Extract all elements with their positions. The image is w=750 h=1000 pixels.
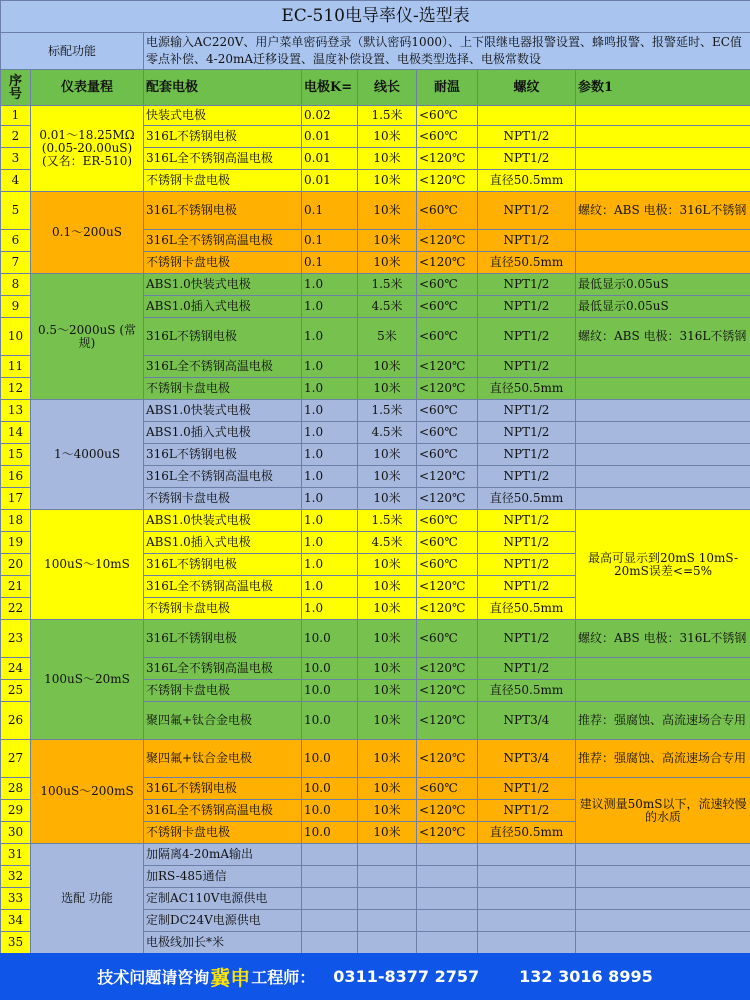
- k-cell: 1.0: [302, 444, 358, 466]
- k-cell: 0.1: [302, 252, 358, 274]
- thread-cell: 直径50.5mm: [478, 488, 576, 510]
- k-cell: 1.0: [302, 488, 358, 510]
- cable-cell: [358, 866, 417, 888]
- cable-cell: 10米: [358, 126, 417, 148]
- k-cell: 10.0: [302, 800, 358, 822]
- thread-cell: 直径50.5mm: [478, 680, 576, 702]
- header-electrode: 配套电极: [144, 70, 302, 106]
- temp-cell: <120℃: [417, 356, 478, 378]
- k-cell: 1.0: [302, 318, 358, 356]
- param-cell: [576, 888, 750, 910]
- row-number: 13: [1, 400, 31, 422]
- row-number: 29: [1, 800, 31, 822]
- electrode-cell: 316L全不锈钢高温电极: [144, 800, 302, 822]
- electrode-cell: 快装式电极: [144, 106, 302, 126]
- thread-cell: 直径50.5mm: [478, 170, 576, 192]
- header-no: 序号: [1, 70, 31, 106]
- k-cell: 1.0: [302, 422, 358, 444]
- k-cell: 1.0: [302, 532, 358, 554]
- cable-cell: 10米: [358, 598, 417, 620]
- temp-cell: [417, 866, 478, 888]
- header-cable: 线长: [358, 70, 417, 106]
- cable-cell: [358, 888, 417, 910]
- electrode-cell: ABS1.0快装式电极: [144, 510, 302, 532]
- cable-cell: 10米: [358, 230, 417, 252]
- cable-cell: 1.5米: [358, 510, 417, 532]
- thread-cell: NPT1/2: [478, 466, 576, 488]
- param-cell: 螺纹：ABS 电极：316L不锈钢: [576, 620, 750, 658]
- row-number: 35: [1, 932, 31, 954]
- param-cell: 螺纹：ABS 电极：316L不锈钢: [576, 192, 750, 230]
- row-number: 15: [1, 444, 31, 466]
- temp-cell: <60℃: [417, 778, 478, 800]
- param-cell: 推荐：强腐蚀、高流速场合专用: [576, 740, 750, 778]
- param-cell: [576, 866, 750, 888]
- row-number: 22: [1, 598, 31, 620]
- k-cell: 1.0: [302, 466, 358, 488]
- temp-cell: <60℃: [417, 274, 478, 296]
- row-number: 1: [1, 106, 31, 126]
- range-cell: 1～4000uS: [31, 400, 144, 510]
- cable-cell: 4.5米: [358, 532, 417, 554]
- cable-cell: [358, 844, 417, 866]
- electrode-cell: 不锈钢卡盘电极: [144, 252, 302, 274]
- contact-footer: [0, 953, 750, 1000]
- electrode-cell: ABS1.0插入式电极: [144, 296, 302, 318]
- electrode-cell: 316L全不锈钢高温电极: [144, 658, 302, 680]
- row-number: 10: [1, 318, 31, 356]
- param-cell: [576, 252, 750, 274]
- thread-cell: NPT1/2: [478, 274, 576, 296]
- electrode-cell: 316L不锈钢电极: [144, 126, 302, 148]
- thread-cell: 直径50.5mm: [478, 378, 576, 400]
- row-number: 14: [1, 422, 31, 444]
- k-cell: 0.1: [302, 230, 358, 252]
- temp-cell: [417, 888, 478, 910]
- electrode-cell: 316L全不锈钢高温电极: [144, 230, 302, 252]
- row-number: 2: [1, 126, 31, 148]
- temp-cell: <60℃: [417, 400, 478, 422]
- temp-cell: <120℃: [417, 740, 478, 778]
- param-cell: [576, 844, 750, 866]
- table-row: [1, 106, 750, 126]
- row-number: 17: [1, 488, 31, 510]
- thread-cell: [478, 106, 576, 126]
- row-number: 34: [1, 910, 31, 932]
- row-number: 28: [1, 778, 31, 800]
- thread-cell: [478, 910, 576, 932]
- thread-cell: 直径50.5mm: [478, 252, 576, 274]
- cable-cell: 10米: [358, 740, 417, 778]
- electrode-cell: 定制AC110V电源供电: [144, 888, 302, 910]
- electrode-cell: 316L不锈钢电极: [144, 444, 302, 466]
- electrode-cell: 不锈钢卡盘电极: [144, 488, 302, 510]
- row-number: 11: [1, 356, 31, 378]
- temp-cell: [417, 932, 478, 954]
- electrode-cell: 不锈钢卡盘电极: [144, 378, 302, 400]
- cable-cell: [358, 932, 417, 954]
- electrode-cell: 加RS-485通信: [144, 866, 302, 888]
- row-number: 3: [1, 148, 31, 170]
- thread-cell: NPT1/2: [478, 658, 576, 680]
- temp-cell: <60℃: [417, 296, 478, 318]
- temp-cell: <120℃: [417, 170, 478, 192]
- cable-cell: 10米: [358, 800, 417, 822]
- thread-cell: 直径50.5mm: [478, 598, 576, 620]
- cable-cell: 5米: [358, 318, 417, 356]
- electrode-cell: 不锈钢卡盘电极: [144, 680, 302, 702]
- range-cell: 0.5～2000uS (常规): [31, 274, 144, 400]
- param-cell: [576, 400, 750, 422]
- cable-cell: 10米: [358, 148, 417, 170]
- thread-cell: NPT1/2: [478, 554, 576, 576]
- thread-cell: NPT1/2: [478, 230, 576, 252]
- row-number: 23: [1, 620, 31, 658]
- cable-cell: 10米: [358, 778, 417, 800]
- cable-cell: 10米: [358, 658, 417, 680]
- electrode-cell: 316L不锈钢电极: [144, 192, 302, 230]
- param-cell: [576, 910, 750, 932]
- row-number: 33: [1, 888, 31, 910]
- header-thread: 螺纹: [478, 70, 576, 106]
- thread-cell: [478, 866, 576, 888]
- row-number: 18: [1, 510, 31, 532]
- param-cell: [576, 466, 750, 488]
- param-cell: [576, 126, 750, 148]
- param-cell: [576, 444, 750, 466]
- header-range: 仪表量程: [31, 70, 144, 106]
- k-cell: 10.0: [302, 680, 358, 702]
- cable-cell: 10米: [358, 378, 417, 400]
- k-cell: [302, 932, 358, 954]
- row-number: 8: [1, 274, 31, 296]
- temp-cell: <120℃: [417, 466, 478, 488]
- electrode-cell: ABS1.0插入式电极: [144, 532, 302, 554]
- k-cell: [302, 866, 358, 888]
- electrode-cell: 聚四氟+钛合金电极: [144, 740, 302, 778]
- range-cell: 0.1～200uS: [31, 192, 144, 274]
- k-cell: 1.0: [302, 296, 358, 318]
- param-cell: [576, 488, 750, 510]
- k-cell: 1.0: [302, 510, 358, 532]
- cable-cell: 1.5米: [358, 400, 417, 422]
- thread-cell: NPT1/2: [478, 356, 576, 378]
- row-number: 26: [1, 702, 31, 740]
- range-cell: 100uS～10mS: [31, 510, 144, 620]
- thread-cell: NPT1/2: [478, 576, 576, 598]
- param-cell: [576, 148, 750, 170]
- temp-cell: <120℃: [417, 576, 478, 598]
- temp-cell: <60℃: [417, 532, 478, 554]
- k-cell: 0.01: [302, 170, 358, 192]
- cable-cell: 10米: [358, 466, 417, 488]
- temp-cell: <60℃: [417, 126, 478, 148]
- cable-cell: [358, 910, 417, 932]
- standard-label: 标配功能: [1, 33, 144, 70]
- k-cell: 1.0: [302, 356, 358, 378]
- k-cell: 10.0: [302, 658, 358, 680]
- row-number: 7: [1, 252, 31, 274]
- thread-cell: NPT1/2: [478, 620, 576, 658]
- param-merged-cell: 最高可显示到20mS 10mS-20mS误差<=5%: [576, 510, 750, 620]
- table-row: [1, 192, 750, 230]
- cable-cell: 10米: [358, 576, 417, 598]
- page-title: EC-510电导率仪-选型表: [1, 1, 750, 33]
- table-row: [1, 274, 750, 296]
- range-cell: 100uS～200mS: [31, 740, 144, 844]
- temp-cell: <120℃: [417, 658, 478, 680]
- thread-cell: NPT1/2: [478, 148, 576, 170]
- k-cell: 10.0: [302, 620, 358, 658]
- param-cell: [576, 230, 750, 252]
- temp-cell: [417, 910, 478, 932]
- param-cell: [576, 378, 750, 400]
- k-cell: [302, 910, 358, 932]
- temp-cell: <120℃: [417, 598, 478, 620]
- k-cell: 0.1: [302, 192, 358, 230]
- temp-cell: <120℃: [417, 702, 478, 740]
- temp-cell: [417, 844, 478, 866]
- table-row: [1, 400, 750, 422]
- row-number: 32: [1, 866, 31, 888]
- k-cell: 10.0: [302, 778, 358, 800]
- thread-cell: NPT1/2: [478, 444, 576, 466]
- electrode-cell: 316L不锈钢电极: [144, 554, 302, 576]
- temp-cell: <120℃: [417, 378, 478, 400]
- row-number: 16: [1, 466, 31, 488]
- footer-lead: 技术问题请咨询: [97, 968, 210, 987]
- row-number: 12: [1, 378, 31, 400]
- cable-cell: 1.5米: [358, 106, 417, 126]
- param-cell: [576, 658, 750, 680]
- thread-cell: 直径50.5mm: [478, 822, 576, 844]
- temp-cell: <60℃: [417, 192, 478, 230]
- cable-cell: 4.5米: [358, 422, 417, 444]
- k-cell: 1.0: [302, 400, 358, 422]
- thread-cell: NPT1/2: [478, 422, 576, 444]
- cable-cell: 1.5米: [358, 274, 417, 296]
- thread-cell: NPT1/2: [478, 532, 576, 554]
- range-cell: 选配 功能: [31, 844, 144, 954]
- temp-cell: <120℃: [417, 822, 478, 844]
- param-cell: 最低显示0.05uS: [576, 296, 750, 318]
- cable-cell: 10米: [358, 488, 417, 510]
- temp-cell: <60℃: [417, 620, 478, 658]
- electrode-cell: 316L不锈钢电极: [144, 620, 302, 658]
- param-cell: [576, 106, 750, 126]
- temp-cell: <60℃: [417, 554, 478, 576]
- electrode-cell: ABS1.0快装式电极: [144, 274, 302, 296]
- k-cell: [302, 844, 358, 866]
- temp-cell: <120℃: [417, 148, 478, 170]
- electrode-cell: 聚四氟+钛合金电极: [144, 702, 302, 740]
- cable-cell: 10米: [358, 822, 417, 844]
- thread-cell: NPT1/2: [478, 800, 576, 822]
- temp-cell: <120℃: [417, 252, 478, 274]
- range-cell: 0.01～18.25MΩ (0.05-20.00uS) (又名：ER-510): [31, 106, 144, 192]
- param-cell: 最低显示0.05uS: [576, 274, 750, 296]
- k-cell: 10.0: [302, 702, 358, 740]
- param-cell: [576, 932, 750, 954]
- cable-cell: 10米: [358, 444, 417, 466]
- electrode-cell: 不锈钢卡盘电极: [144, 170, 302, 192]
- thread-cell: NPT1/2: [478, 400, 576, 422]
- k-cell: 0.02: [302, 106, 358, 126]
- thread-cell: NPT3/4: [478, 702, 576, 740]
- row-number: 9: [1, 296, 31, 318]
- row-number: 5: [1, 192, 31, 230]
- k-cell: 0.01: [302, 126, 358, 148]
- temp-cell: <60℃: [417, 510, 478, 532]
- row-number: 20: [1, 554, 31, 576]
- thread-cell: [478, 932, 576, 954]
- electrode-cell: 不锈钢卡盘电极: [144, 822, 302, 844]
- temp-cell: <60℃: [417, 444, 478, 466]
- footer-phone2[interactable]: 132 3016 8995: [519, 967, 653, 986]
- row-number: 6: [1, 230, 31, 252]
- header-temp: 耐温: [417, 70, 478, 106]
- row-number: 30: [1, 822, 31, 844]
- temp-cell: <60℃: [417, 106, 478, 126]
- cable-cell: 10米: [358, 192, 417, 230]
- electrode-cell: 316L不锈钢电极: [144, 778, 302, 800]
- range-cell: 100uS～20mS: [31, 620, 144, 740]
- cable-cell: 10米: [358, 702, 417, 740]
- electrode-cell: 316L全不锈钢高温电极: [144, 466, 302, 488]
- header-k: 电极K=: [302, 70, 358, 106]
- electrode-cell: 316L全不锈钢高温电极: [144, 148, 302, 170]
- k-cell: 10.0: [302, 822, 358, 844]
- row-number: 21: [1, 576, 31, 598]
- param-cell: 螺纹：ABS 电极：316L不锈钢: [576, 318, 750, 356]
- param-merged-cell: 建议测量50mS以下，流速较慢 的水质: [576, 778, 750, 844]
- electrode-cell: 316L全不锈钢高温电极: [144, 356, 302, 378]
- k-cell: 1.0: [302, 598, 358, 620]
- param-cell: [576, 170, 750, 192]
- row-number: 31: [1, 844, 31, 866]
- thread-cell: NPT1/2: [478, 126, 576, 148]
- param-cell: [576, 422, 750, 444]
- k-cell: 1.0: [302, 554, 358, 576]
- electrode-cell: 定制DC24V电源供电: [144, 910, 302, 932]
- k-cell: 10.0: [302, 740, 358, 778]
- electrode-cell: ABS1.0快装式电极: [144, 400, 302, 422]
- footer-phone1[interactable]: 0311-8377 2757: [333, 967, 480, 986]
- temp-cell: <120℃: [417, 680, 478, 702]
- cable-cell: 10米: [358, 252, 417, 274]
- temp-cell: <60℃: [417, 318, 478, 356]
- table-row: [1, 844, 750, 866]
- table-row: [1, 740, 750, 778]
- thread-cell: NPT1/2: [478, 510, 576, 532]
- thread-cell: NPT1/2: [478, 192, 576, 230]
- cable-cell: 10米: [358, 554, 417, 576]
- temp-cell: <120℃: [417, 800, 478, 822]
- table-row: [1, 620, 750, 658]
- electrode-cell: ABS1.0插入式电极: [144, 422, 302, 444]
- param-cell: 推荐：强腐蚀、高流速场合专用: [576, 702, 750, 740]
- thread-cell: [478, 888, 576, 910]
- cable-cell: 10米: [358, 620, 417, 658]
- row-number: 19: [1, 532, 31, 554]
- k-cell: 1.0: [302, 378, 358, 400]
- row-number: 27: [1, 740, 31, 778]
- temp-cell: <120℃: [417, 488, 478, 510]
- temp-cell: <120℃: [417, 230, 478, 252]
- thread-cell: NPT1/2: [478, 296, 576, 318]
- param-cell: [576, 680, 750, 702]
- standard-features: 电源输入AC220V、用户菜单密码登录（默认密码1000）、上下限继电器报警设置、蜂鸣报警、报警延时、EC值零点补偿、4-20mA迁移设置、温度补偿设置、电极类型选择、电极常数设: [144, 33, 750, 70]
- cable-cell: 10米: [358, 170, 417, 192]
- k-cell: 0.01: [302, 148, 358, 170]
- row-number: 25: [1, 680, 31, 702]
- thread-cell: NPT1/2: [478, 778, 576, 800]
- row-number: 24: [1, 658, 31, 680]
- k-cell: [302, 888, 358, 910]
- thread-cell: NPT1/2: [478, 318, 576, 356]
- electrode-cell: 316L不锈钢电极: [144, 318, 302, 356]
- electrode-cell: 电极线加长*米: [144, 932, 302, 954]
- row-number: 4: [1, 170, 31, 192]
- footer-brand: 冀申: [210, 966, 251, 990]
- electrode-cell: 加隔离4-20mA输出: [144, 844, 302, 866]
- header-param: 参数1: [576, 70, 750, 106]
- electrode-cell: 不锈钢卡盘电极: [144, 598, 302, 620]
- thread-cell: [478, 844, 576, 866]
- param-cell: [576, 356, 750, 378]
- electrode-cell: 316L全不锈钢高温电极: [144, 576, 302, 598]
- cable-cell: 10米: [358, 680, 417, 702]
- thread-cell: NPT3/4: [478, 740, 576, 778]
- table-row: [1, 510, 750, 532]
- cable-cell: 4.5米: [358, 296, 417, 318]
- temp-cell: <60℃: [417, 422, 478, 444]
- k-cell: 1.0: [302, 274, 358, 296]
- footer-role: 工程师：: [251, 968, 316, 987]
- cable-cell: 10米: [358, 356, 417, 378]
- k-cell: 1.0: [302, 576, 358, 598]
